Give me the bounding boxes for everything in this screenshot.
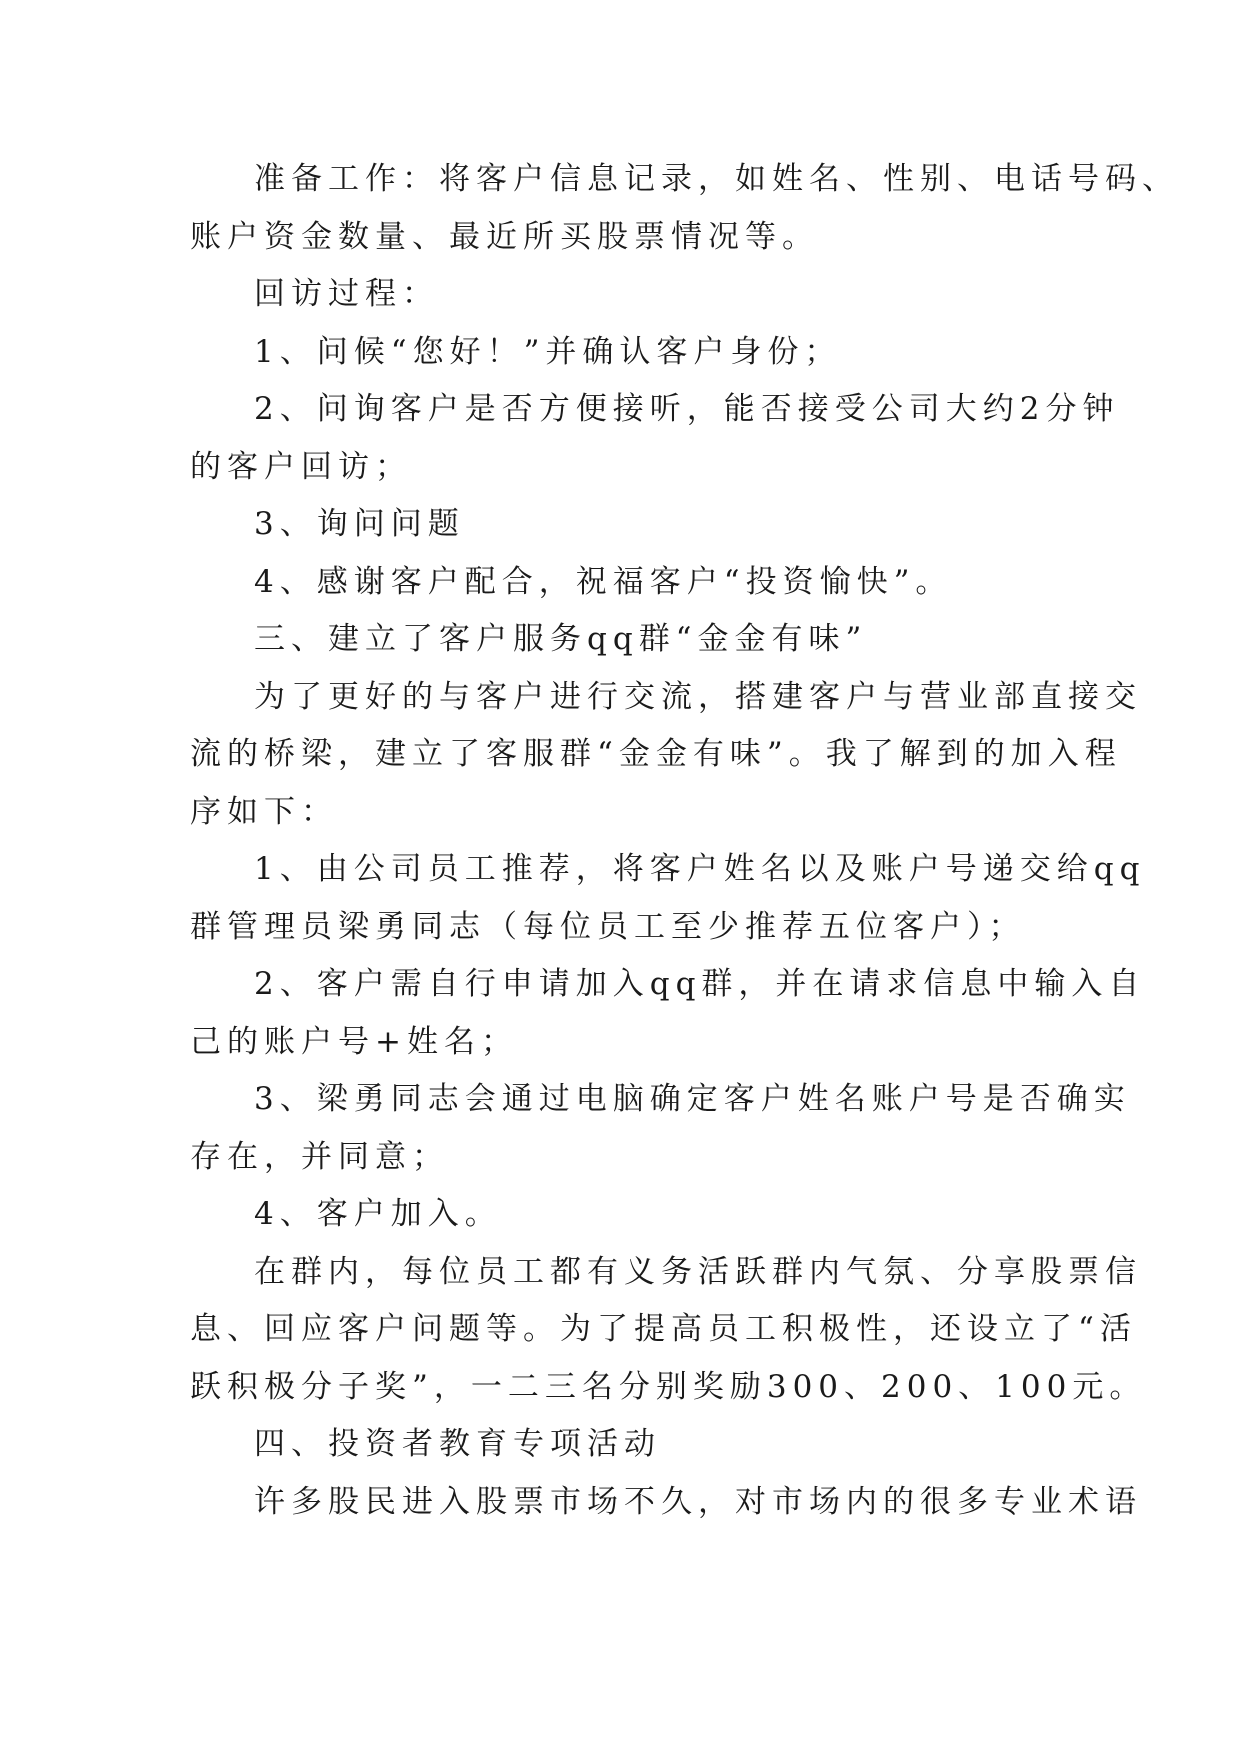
paragraph-line: 序如下： xyxy=(190,793,338,830)
paragraph-line: 己的账户号+姓名； xyxy=(190,1023,518,1060)
paragraph-line: 2、客户需自行申请加入qq群，并在请求信息中输入自 xyxy=(254,966,1146,1002)
paragraph-line: 3、询问问题 xyxy=(254,506,465,542)
section-heading: 四、投资者教育专项活动 xyxy=(254,1426,661,1462)
document-body xyxy=(190,151,1179,1531)
paragraph-line: 存在，并同意； xyxy=(190,1138,449,1175)
paragraph-line: 1、由公司员工推荐，将客户姓名以及账户号递交给qq xyxy=(254,851,1146,887)
paragraph-line: 4、客户加入。 xyxy=(254,1196,502,1232)
paragraph-line: 群管理员梁勇同志（每位员工至少推荐五位客户）； xyxy=(190,908,1026,945)
paragraph-line: 的客户回访； xyxy=(190,448,412,485)
paragraph-line: 账户资金数量、最近所买股票情况等。 xyxy=(190,218,819,255)
paragraph-line: 准备工作：将客户信息记录，如姓名、性别、电话号码、 xyxy=(254,161,1179,197)
paragraph-line: 跃积极分子奖”，一二三名分别奖励300、200、100元。 xyxy=(190,1368,1147,1405)
paragraph-line: 许多股民进入股票市场不久，对市场内的很多专业术语 xyxy=(254,1483,1142,1520)
section-heading: 三、建立了客户服务qq群“金金有味” xyxy=(254,621,868,657)
paragraph-line: 息、回应客户问题等。为了提高员工积极性，还设立了“活 xyxy=(190,1311,1137,1347)
paragraph-line: 在群内，每位员工都有义务活跃群内气氛、分享股票信 xyxy=(254,1253,1142,1290)
paragraph-line: 3、梁勇同志会通过电脑确定客户姓名账户号是否确实 xyxy=(254,1081,1131,1117)
paragraph-line: 流的桥梁，建立了客服群“金金有味”。我了解到的加入程 xyxy=(190,736,1122,772)
paragraph-line: 2、问询客户是否方便接听，能否接受公司大约2分钟 xyxy=(254,391,1120,427)
paragraph-line: 4、感谢客户配合，祝福客户“投资愉快”。 xyxy=(254,563,953,600)
paragraph-line: 为了更好的与客户进行交流，搭建客户与营业部直接交 xyxy=(254,678,1142,715)
paragraph-line: 回访过程： xyxy=(254,276,439,312)
paragraph-line: 1、问候“您好！”并确认客户身份； xyxy=(254,333,842,370)
